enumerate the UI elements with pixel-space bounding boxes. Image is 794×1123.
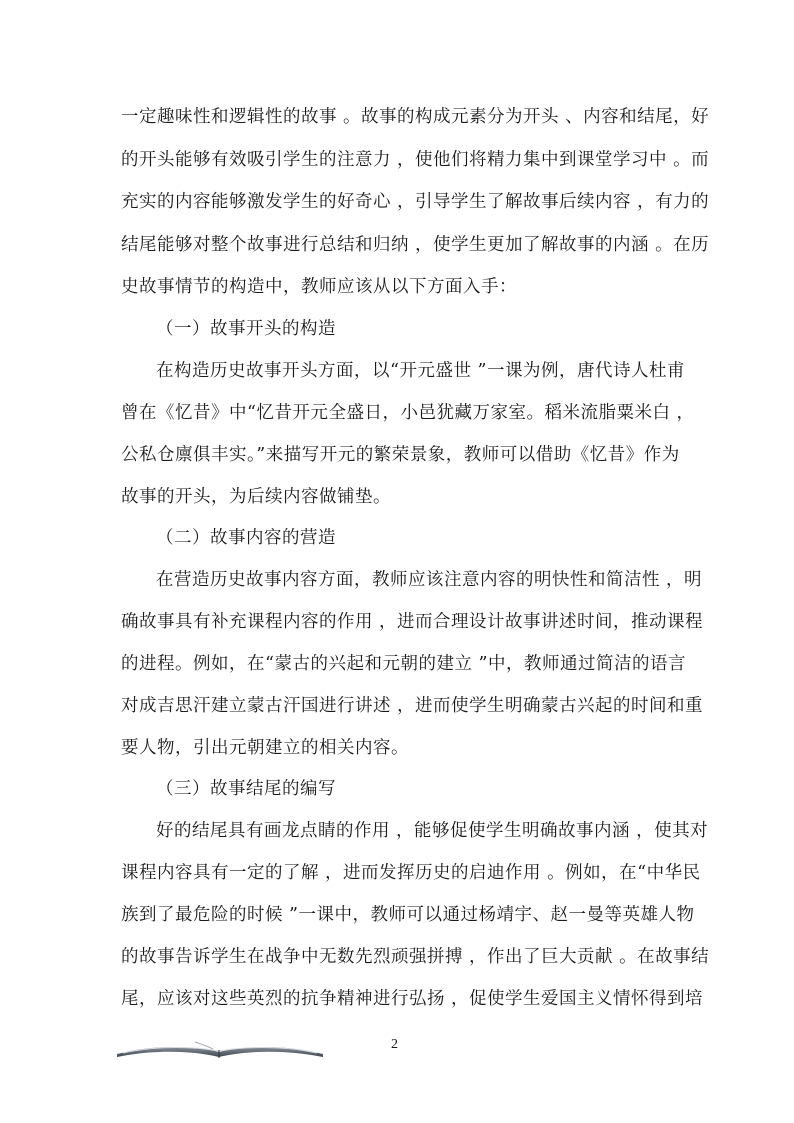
text-line: 好的结尾具有画龙点睛的作用 ，能够促使学生明确故事内涵 ，使其对 (156, 821, 709, 841)
text-line: 尾，应该对这些英烈的抗争精神进行弘扬 ，促使学生爱国主义情怀得到培 (121, 989, 704, 1009)
section-heading: （一）故事开头的构造 (156, 319, 336, 339)
text-line: 曾在《忆昔》中“忆昔开元全盛日，小邑犹藏万家室。稻米流脂粟米白 ， (121, 403, 695, 423)
text-line: 要人物，引出元朝建立的相关内容。 (121, 738, 409, 758)
text-line: 故事的开头，为后续内容做铺垫。 (121, 487, 391, 507)
text-line: 的进程。例如，在“蒙古的兴起和元朝的建立 ”中，教师通过简洁的语言 (121, 654, 686, 674)
page-number: 2 (391, 1037, 398, 1052)
text-line: 史故事情节的构造中，教师应该从以下方面入手： (121, 277, 517, 297)
text-line: 课程内容具有一定的了解 ，进而发挥历史的启迪作用 。例如，在“中华民 (121, 863, 701, 883)
section-heading: （三）故事结尾的编写 (156, 779, 336, 799)
text-line: 的开头能够有效吸引学生的注意力 ，使他们将精力集中到课堂学习中 。而 (121, 150, 710, 170)
section-heading: （二）故事内容的营造 (156, 528, 336, 548)
text-line: 确故事具有补充课程内容的作用 ，进而合理设计故事讲述时间，推动课程 (121, 612, 704, 632)
text-line: 充实的内容能够激发学生的好奇心 ，引导学生了解故事后续内容 ，有力的 (121, 192, 710, 212)
open-book-icon (115, 1036, 325, 1060)
text-line: 在构造历史故事开头方面，以“开元盛世 ”一课为例，唐代诗人杜甫 (156, 361, 685, 381)
text-line: 一定趣味性和逻辑性的故事 。故事的构成元素分为开头 、内容和结尾，好 (121, 107, 710, 127)
text-line: 对成吉思汗建立蒙古汗国进行讲述 ，进而使学生明确蒙古兴起的时间和重 (121, 696, 704, 716)
text-line: 的故事告诉学生在战争中无数先烈顽强拼搏 ，作出了巨大贡献 。在故事结 (121, 947, 710, 967)
text-line: 族到了最危险的时候 ”一课中，教师可以通过杨靖宇、赵一曼等英雄人物 (121, 905, 695, 925)
text-line: 结尾能够对整个故事进行总结和归纳 ，使学生更加了解故事的内涵 。在历 (121, 235, 710, 255)
text-line: 在营造历史故事内容方面，教师应该注意内容的明快性和简洁性 ，明 (156, 570, 703, 590)
text-line: 公私仓廪俱丰实。”来描写开元的繁荣景象，教师可以借助《忆昔》作为 (121, 445, 680, 465)
